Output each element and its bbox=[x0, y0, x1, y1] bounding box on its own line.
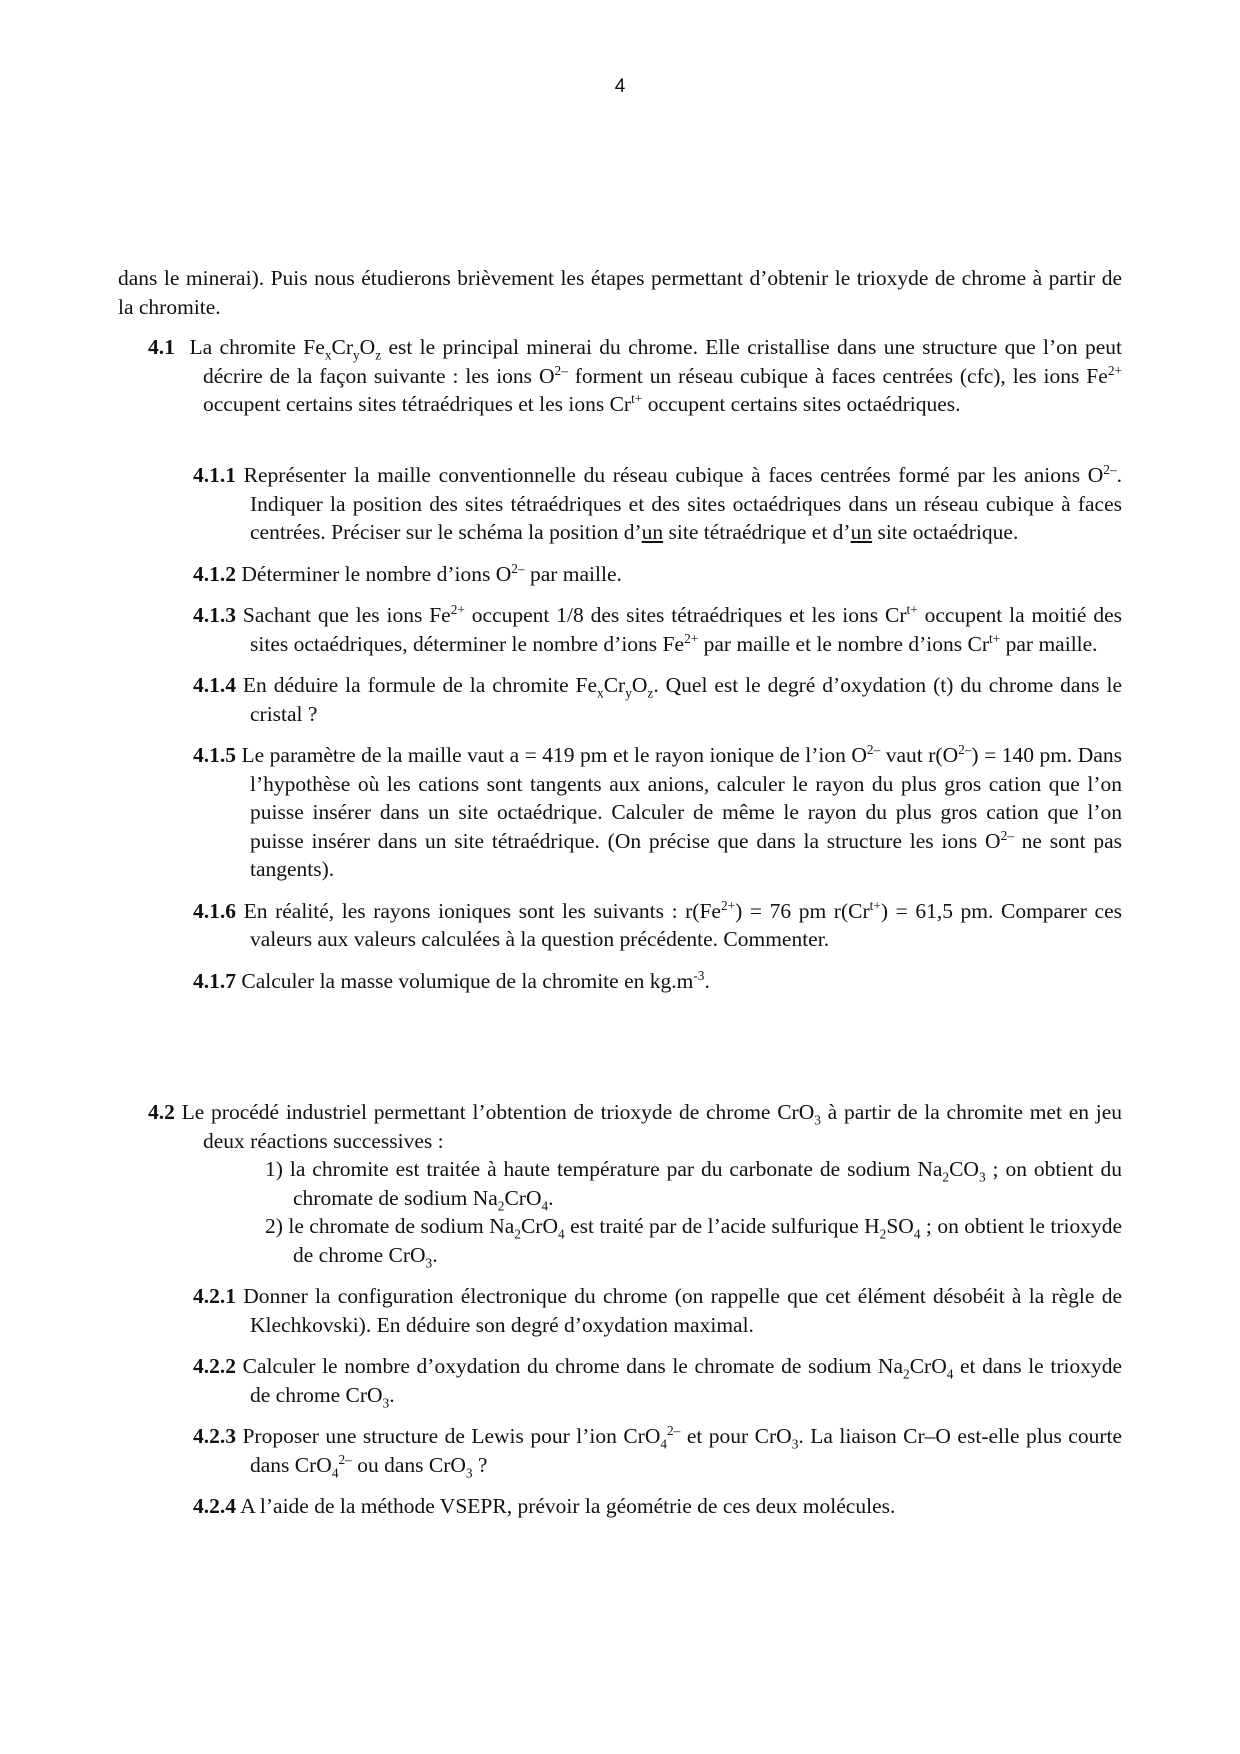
section-4-2 bbox=[148, 1098, 1122, 1155]
page-number: 4 bbox=[614, 76, 626, 97]
intro-text: dans le minerai). Puis nous étudierons brièvement les étapes permettant d’obtenir le trioxyde de chrome à partir de la chromite. bbox=[118, 266, 1122, 319]
section-4-1-text: 4.1 La chromite $Fe_xCr_yO_z$ est le principal minerai du chrome. Elle cristallise dans une structure que l’on peut décrire de la façon suivante : les ions $O^{2-}$ forment un réseau cubique à faces centrées (cfc), les ions $Fe^{2+}$ occupent certains sites tétraédriques et les ions $Cr^{t+}$ occupent certains sites octaédriques. bbox=[148, 335, 1122, 416]
section-4-2-number: 4.2 bbox=[148, 1100, 175, 1124]
question-4-1-7: 4.1.7 Calculer la masse volumique de la chromite en $kg.m^{-3}$. bbox=[193, 967, 710, 993]
questions-4-1 bbox=[193, 461, 1122, 995]
question-4-1-2: 4.1.2 Déterminer le nombre d’ions $O^{2-}$ par maille. bbox=[193, 560, 622, 586]
question-4-2-4: 4.2.4 A l’aide de la méthode VSEPR, prévoir la géométrie de ces deux molécules. bbox=[193, 1494, 896, 1518]
section-4-2-text: 4.2 Le procédé industriel permettant l’obtention de trioxyde de chrome CrO$_3$ à partir de la chromite met en jeu deux réactions successives : bbox=[148, 1100, 1122, 1153]
question-4-1-4: 4.1.4 En déduire la formule de la chromite $Fe_xCr_yO_z$. Quel est le degré d’oxydation (t) du chrome dans le cristal ? bbox=[193, 673, 1122, 726]
section-4-1-number: 4.1 bbox=[148, 335, 175, 359]
question-4-2-1: 4.2.1 Donner la configuration électronique du chrome (on rappelle que cet élément désobéit à la règle de Klechkovski). En déduire son degré d’oxydation maximal. bbox=[193, 1284, 1122, 1337]
reaction-list bbox=[265, 1155, 1122, 1269]
list-item: 2) le chromate de sodium $Na_2CrO_4$ est traité par de l’acide sulfurique $H_2SO_4$ ; on obtient le trioxyde de chrome CrO$_3$. bbox=[265, 1214, 1122, 1270]
questions-4-2 bbox=[193, 1282, 1122, 1521]
question-4-1-1: 4.1.1 Représenter la maille conventionnelle du réseau cubique à faces centrées formé par les anions $O^{2-}$. Indiquer la position des sites tétraédriques et des sites octaédriques dans un réseau cubique à faces centrées. Préciser sur le schéma la position d’un site tétraédrique et d’un site octaédrique. bbox=[193, 461, 1122, 544]
list-item: 1) la chromite est traitée à haute température par du carbonate de sodium $Na_2CO_3$ ; on obtient du chromate de sodium $Na_2CrO_4$. bbox=[265, 1157, 1123, 1213]
question-4-1-3: 4.1.3 Sachant que les ions $Fe^{2+}$ occupent 1/8 des sites tétraédriques et les ions $Cr^{t+}$ occupent la moitié des sites octaédriques, déterminer le nombre d’ions $Fe^{2+}$ par maille et le nombre d’ions $Cr^{t+}$ par maille. bbox=[193, 601, 1122, 656]
question-4-1-5: 4.1.5 Le paramètre de la maille vaut a = 419 pm et le rayon ionique de l’ion $O^{2-}$ vaut $r(O^{2-}) = 140$ pm. Dans l’hypothèse où les cations sont tangents aux anions, calculer le rayon du plus gros cation que l’on puisse insérer dans un site octaédrique. Calculer de même le rayon du plus gros cation que l’on puisse insérer dans un site tétraédrique. (On précise que dans la structure les ions $O^{2-}$ ne sont pas tangents). bbox=[193, 741, 1122, 881]
question-4-2-2: 4.2.2 Calculer le nombre d’oxydation du chrome dans le chromate de sodium $Na_2CrO_4$ et dans le trioxyde de chrome CrO$_3$. bbox=[193, 1354, 1122, 1410]
question-4-2-3: 4.2.3 Proposer une structure de Lewis pour l’ion CrO$_4^{2-}$ et pour CrO$_3$. La liaison Cr–O est-elle plus courte dans CrO$_4^{2-}$ ou dans CrO$_3$ ? bbox=[193, 1422, 1123, 1480]
section-4-1 bbox=[148, 333, 1122, 419]
intro-paragraph bbox=[118, 264, 1122, 321]
question-4-1-6: 4.1.6 En réalité, les rayons ioniques sont les suivants : $r(Fe^{2+}) = 76$ pm $r(Cr^{t+}) = 61,5$ pm. Comparer ces valeurs aux valeurs calculées à la question précédente. Commenter. bbox=[193, 897, 1123, 951]
